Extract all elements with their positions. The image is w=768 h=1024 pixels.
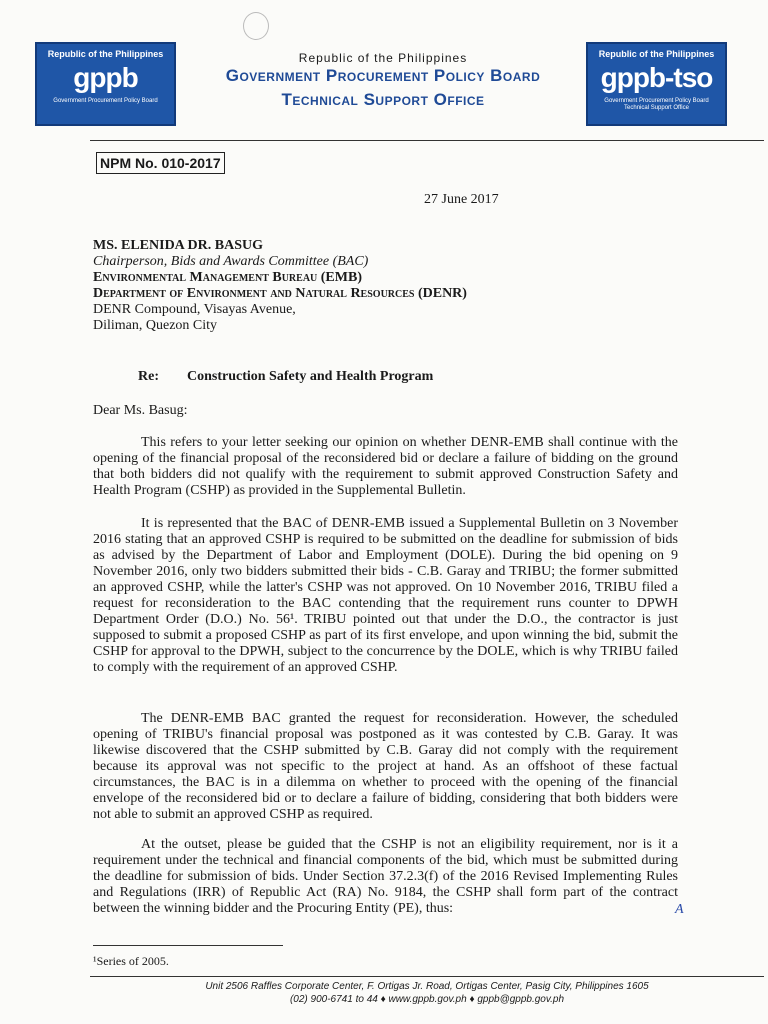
addressee-name: MS. ELENIDA DR. BASUG [93,238,263,253]
body-paragraph: It is represented that the BAC of DENR-EMB issued a Supplemental Bulletin on 3 November 2016 stating that an approved CSHP is required to be submitted on the deadline for submission of bids as advised by the Department of Labor and Employment (DOLE). During the bid opening on 9 November 2016, only two bidders submitted their bids - C.B. Garay and TRIBU; the former submitted an approved CSHP, while the latter's CSHP was not approved. On 10 November 2016, TRIBU filed a request for reconsideration to the BAC contending that the requirement runs counter to DPWH Department Order (D.O.) No. 56¹. TRIBU pointed out that under the D.O., the contractor is just supposed to submit a proposed CSHP as part of its first envelope, and upon winning the bid, submit the CSHP for approval to the DPWH, subject to the concurrence by the DOLE, which is why TRIBU failed to comply with the requirement of an approved CSHP. [93,516,678,675]
body-paragraph: The DENR-EMB BAC granted the request for reconsideration. However, the scheduled opening of TRIBU's financial proposal was postponed as it was contested by C.B. Garay. It was likewise discovered that the CSHP submitted by C.B. Garay did not comply with the requirement because its approval was not specific to the project at hand. As an offshoot of these factual circumstances, the BAC is in a dilemma on whether to proceed with the opening of the financial envelope of the reconsidered bid or to declare a failure of bidding, considering that both bidders were not able to submit an approved CSHP as required. [93,711,678,822]
body-paragraph: This refers to your letter seeking our opinion on whether DENR-EMB shall continue with the opening of the financial proposal of the reconsidered bid or declare a failure of bidding on the ground that both bidders did not qualify with the requirement to submit approved Construction Safety and Health Program (CSHP) as provided in the Supplemental Bulletin. [93,435,678,498]
subject-line [138,369,433,385]
logo-right-bottom-text [588,98,725,112]
header-agency: Government Procurement Policy Board [225,66,541,85]
addressee-address-line1: DENR Compound, Visayas Avenue, [93,302,296,317]
addressee-address-line2: Diliman, Quezon City [93,318,218,333]
logo-left-mark: gppb [73,62,138,93]
footnote: ¹Series of 2005. [93,954,169,968]
addressee-block [93,238,467,334]
addressee-department: Department of Environment and Natural Resources (DENR) [93,286,467,301]
addressee-position: Chairperson, Bids and Awards Committee (BAC) [93,254,369,269]
header-republic: Republic of the Philippines [298,51,468,65]
footer-address: Unit 2506 Raffles Corporate Center, F. Ortigas Jr. Road, Ortigas Center, Pasig City, Philippines 1605 [205,981,649,992]
logo-right-bottom-line2: Technical Support Office [624,105,689,111]
footer-contact: (02) 900-6741 to 44 ♦ www.gppb.gov.ph ♦ gppb@gppb.gov.ph [289,994,565,1005]
subject-text: Construction Safety and Health Program [187,369,434,384]
npm-number: NPM No. 010-2017 [96,152,225,174]
footnote-rule [93,945,283,946]
punch-hole [243,12,269,40]
addressee-bureau: Environmental Management Bureau (EMB) [93,270,362,285]
subject-label: Re: [138,369,159,384]
letter-date: 27 June 2017 [424,192,499,207]
salutation: Dear Ms. Basug: [93,403,188,418]
footer-rule [90,976,764,977]
logo-right-mark: gppb-tso [600,62,713,93]
gppb-tso-logo [586,42,727,126]
initial-mark: A [675,902,684,917]
logo-left-top-text: Republic of the Philippines [47,49,164,59]
body-paragraph: At the outset, please be guided that the CSHP is not an eligibility requirement, nor is it a requirement under the technical and financial components of the bid, which must be submitted during the deadline for submission of bids. Under Section 37.2.3(f) of the 2016 Revised Implementing Rules and Regulations (IRR) of Republic Act (RA) No. 9184, the CSHP shall form part of the contract between the winning bidder and the Procuring Entity (PE), thus: [93,837,678,916]
header-office: Technical Support Office [281,90,485,109]
gppb-logo [35,42,176,126]
logo-right-top-text: Republic of the Philippines [598,49,715,59]
logo-right-bottom-line1: Government Procurement Policy Board [604,98,709,104]
header-rule [90,140,764,141]
logo-left-bottom-text: Government Procurement Policy Board [53,98,158,104]
